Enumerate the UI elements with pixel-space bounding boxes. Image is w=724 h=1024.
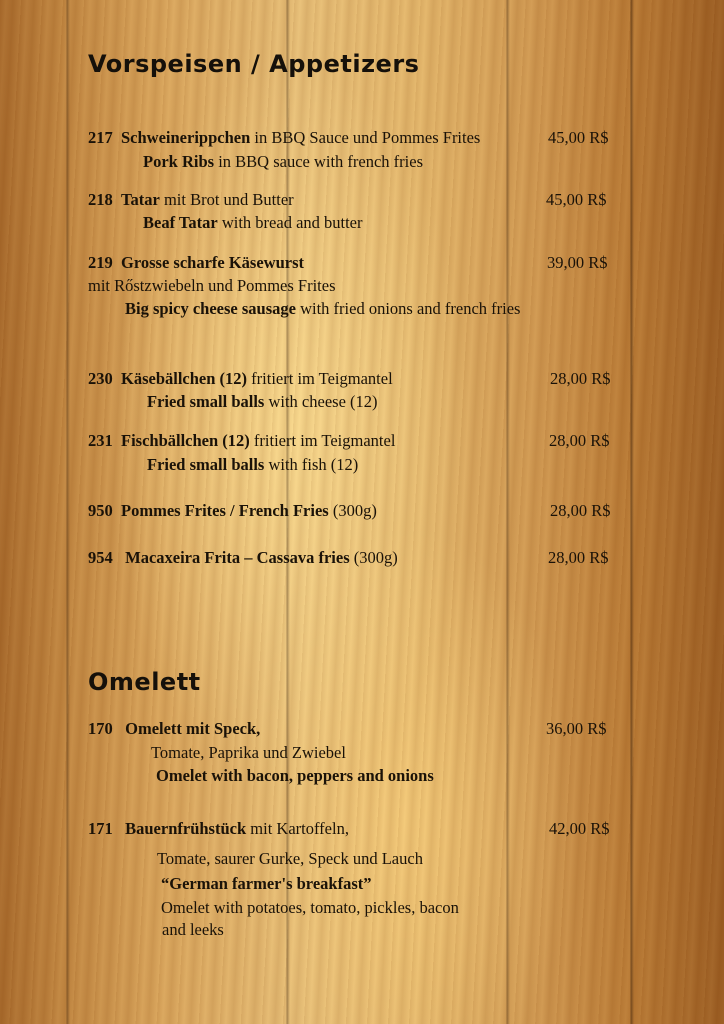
menu-item-217-line-de <box>88 130 480 147</box>
item-number: 171 <box>88 819 113 838</box>
item-name-de: Omelett mit Speck, <box>125 719 261 738</box>
item-desc-en: with cheese (12) <box>264 392 378 411</box>
menu-item-950-line <box>88 503 377 520</box>
item-number: 219 <box>88 253 113 272</box>
item-price: 28,00 R$ <box>548 548 609 567</box>
item-desc-en: Omelet with potatoes, tomato, pickles, bacon <box>161 898 459 917</box>
item-name-en: Fried small balls <box>147 455 265 474</box>
item-desc-de-2: Tomate, saurer Gurke, Speck und Lauch <box>157 849 423 868</box>
menu-item-171-line-en <box>161 876 371 893</box>
section-title-omelett: Omelett <box>88 668 201 696</box>
item-name-de: Fischbällchen (12) <box>121 431 250 450</box>
item-price: 45,00 R$ <box>548 128 609 147</box>
item-price: 36,00 R$ <box>546 719 607 738</box>
item-name-de: Bauernfrühstück <box>125 819 247 838</box>
item-desc-de: (300g) <box>349 548 398 567</box>
item-number: 217 <box>88 128 113 147</box>
menu-item-219-line-de <box>88 255 304 272</box>
item-price: 39,00 R$ <box>547 253 608 272</box>
menu-item-218-line-de <box>88 192 294 209</box>
menu-item-231-line-de <box>88 433 395 450</box>
item-price: 28,00 R$ <box>549 431 610 450</box>
item-name-en: Omelet with bacon, peppers and onions <box>156 766 434 785</box>
item-name-en: “German farmer's breakfast” <box>161 874 372 893</box>
menu-item-230-line-de <box>88 371 393 388</box>
item-price: 45,00 R$ <box>546 190 607 209</box>
item-desc-de: (300g) <box>328 501 377 520</box>
item-desc-en-2: and leeks <box>162 920 224 939</box>
item-desc-en: with fish (12) <box>264 455 359 474</box>
item-name-de: Tatar <box>121 190 160 209</box>
menu-item-219-line-en <box>125 301 520 318</box>
section-title-appetizers: Vorspeisen / Appetizers <box>88 50 420 78</box>
item-desc-de: mit Kartoffeln, <box>246 819 349 838</box>
menu-item-170-line-de <box>88 721 260 738</box>
item-price: 42,00 R$ <box>549 819 610 838</box>
item-number: 231 <box>88 431 113 450</box>
item-number: 950 <box>88 501 113 520</box>
item-number: 954 <box>88 548 113 567</box>
item-number: 218 <box>88 190 113 209</box>
menu-item-217-line-en <box>143 154 423 171</box>
item-name-de: Macaxeira Frita – Cassava fries <box>125 548 350 567</box>
item-number: 170 <box>88 719 113 738</box>
item-desc-en: in BBQ sauce with french fries <box>214 152 424 171</box>
item-name-en: Pork Ribs <box>143 152 215 171</box>
item-name-de: Grosse scharfe Käsewurst <box>121 253 304 272</box>
item-name-de: Schweinerippchen <box>121 128 251 147</box>
item-number: 230 <box>88 369 113 388</box>
menu-item-218-line-en <box>143 215 363 232</box>
item-desc-en: with bread and butter <box>217 213 363 232</box>
menu-item-954-line <box>88 550 398 567</box>
menu-item-171-line-de <box>88 821 349 838</box>
item-desc-de: fritiert im Teigmantel <box>247 369 393 388</box>
item-desc-de: mit Brot und Butter <box>159 190 294 209</box>
item-desc-en: with fried onions and french fries <box>295 299 521 318</box>
item-desc-de: Tomate, Paprika und Zwiebel <box>151 743 346 762</box>
item-name-de: Käsebällchen (12) <box>121 369 248 388</box>
item-name-de: Pommes Frites / French Fries <box>121 501 329 520</box>
item-desc-de: mit Rőstzwiebeln und Pommes Frites <box>88 276 336 295</box>
item-price: 28,00 R$ <box>550 369 611 388</box>
item-desc-de: in BBQ Sauce und Pommes Frites <box>250 128 481 147</box>
menu-item-231-line-en <box>147 457 358 474</box>
item-desc-de: fritiert im Teigmantel <box>249 431 396 450</box>
item-name-en: Fried small balls <box>147 392 265 411</box>
item-name-en: Big spicy cheese sausage <box>125 299 296 318</box>
item-price: 28,00 R$ <box>550 501 611 520</box>
menu-item-230-line-en <box>147 394 378 411</box>
item-name-en: Beaf Tatar <box>143 213 218 232</box>
menu-item-170-line-en <box>156 768 434 785</box>
